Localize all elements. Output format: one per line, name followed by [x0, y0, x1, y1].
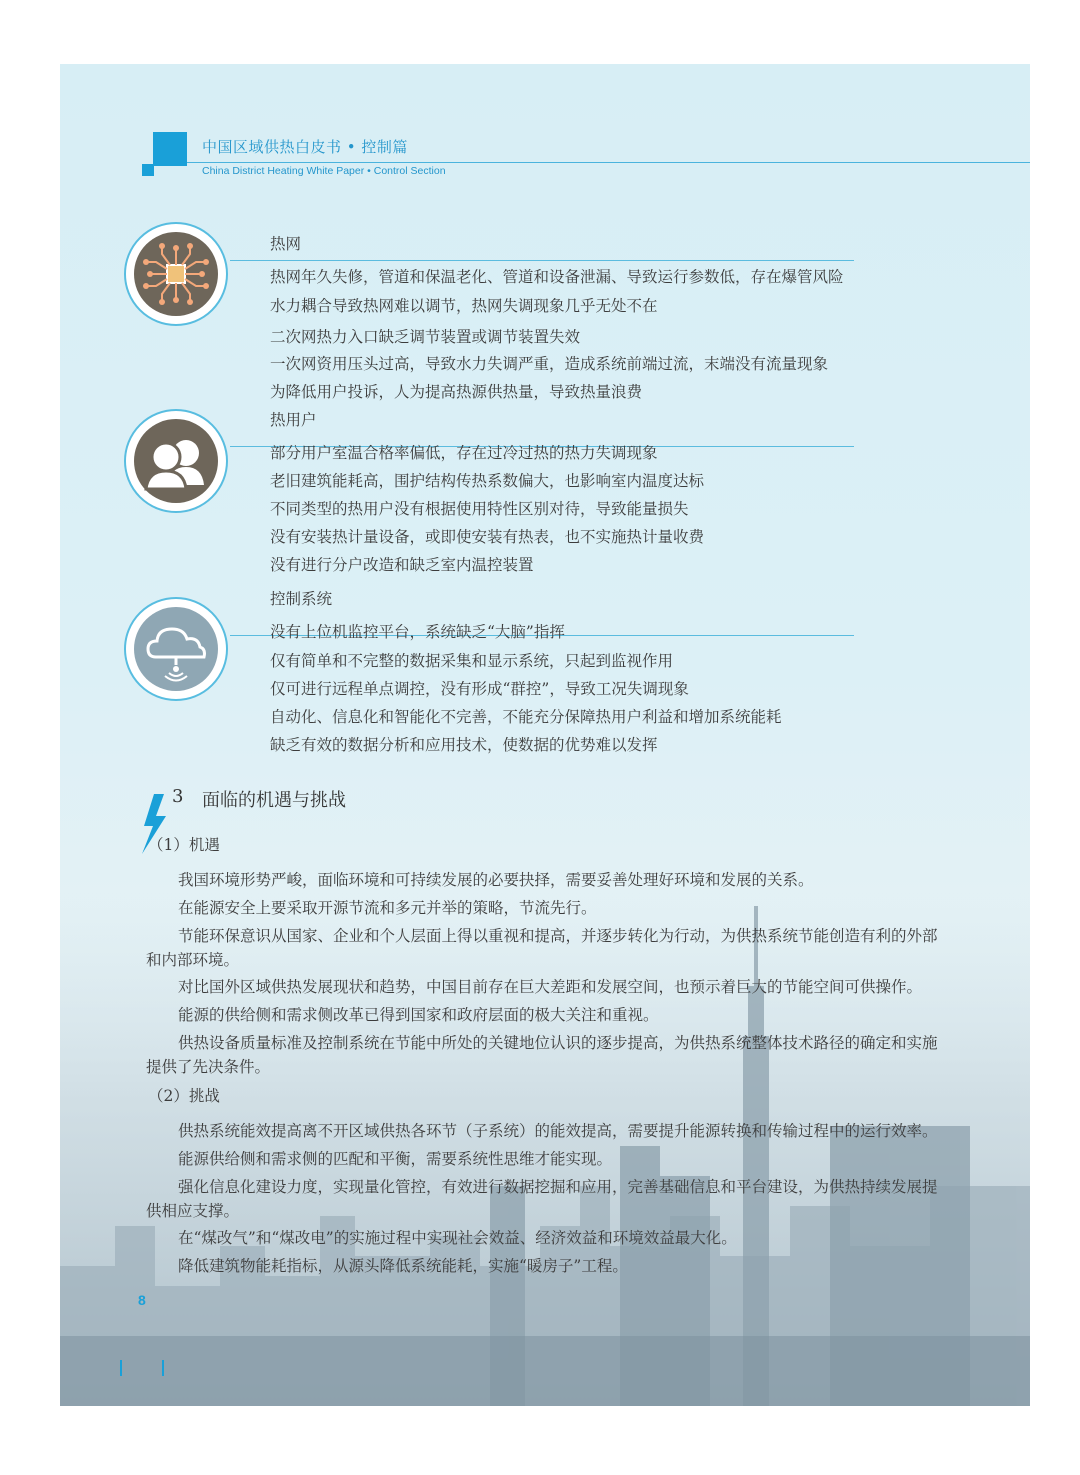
- users-item: 老旧建筑能耗高，围护结构传热系数偏大，也影响室内温度达标: [270, 472, 705, 490]
- challenge-label: （2）挑战: [148, 1087, 220, 1105]
- header-title-en: China District Heating White Paper • Control Section: [202, 165, 446, 177]
- challenge-para: 降低建筑物能耗指标，从源头降低系统能耗，实施“暖房子”工程。: [178, 1257, 628, 1275]
- header-accent-square: [153, 132, 187, 166]
- users-item: 没有进行分户改造和缺乏室内温控装置: [270, 556, 534, 574]
- users-item: 部分用户室温合格率偏低，存在过冷过热的热力失调现象: [270, 444, 658, 462]
- header-accent-small-square: [142, 164, 154, 176]
- users-icon: [134, 419, 218, 503]
- users-icon-ring: [124, 409, 228, 513]
- users-title: 热用户: [270, 411, 317, 429]
- opportunity-para: 在能源安全上要采取开源节流和多元并举的策略，节流先行。: [178, 899, 597, 917]
- control-item: 缺乏有效的数据分析和应用技术，使数据的优势难以发挥: [270, 736, 658, 754]
- network-item: 为降低用户投诉，人为提高热源供热量，导致热量浪费: [270, 383, 643, 401]
- control-item: 没有上位机监控平台，系统缺乏“大脑”指挥: [270, 623, 565, 641]
- network-item: 热网年久失修，管道和保温老化、管道和设备泄漏、导致运行参数低，存在爆管风险: [270, 268, 844, 286]
- heading-title: 面临的机遇与挑战: [202, 790, 346, 811]
- cloud-icon: [134, 607, 218, 691]
- challenge-para: 在“煤改气”和“煤改电”的实施过程中实现社会效益、经济效益和环境效益最大化。: [178, 1229, 737, 1247]
- network-item: 二次网热力入口缺乏调节装置或调节装置失效: [270, 328, 581, 346]
- page-number: 8: [138, 1292, 146, 1308]
- circuit-chip-icon: [134, 232, 218, 316]
- opportunity-para: 供热设备质量标准及控制系统在节能中所处的关键地位认识的逐步提高，为供热系统整体技术路径的确定和实施提供了先决条件。: [146, 1034, 938, 1076]
- header-title-cn: 中国区域供热白皮书 • 控制篇: [202, 138, 408, 156]
- network-item: 水力耦合导致热网难以调节，热网失调现象几乎无处不在: [270, 297, 658, 315]
- control-item: 仅可进行远程单点调控，没有形成“群控”，导致工况失调现象: [270, 680, 689, 698]
- users-item: 没有安装热计量设备，或即使安装有热表，也不实施热计量收费: [270, 528, 705, 546]
- challenge-para: 能源供给侧和需求侧的匹配和平衡，需要系统性思维才能实现。: [178, 1150, 613, 1168]
- opportunity-para: 对比国外区域供热发展现状和趋势，中国目前存在巨大差距和发展空间，也预示着巨大的节能空间可供操作。: [178, 978, 923, 996]
- control-item: 自动化、信息化和智能化不完善，不能充分保障热用户利益和增加系统能耗: [270, 708, 782, 726]
- network-icon-ring: [124, 222, 228, 326]
- footer-tick: [120, 1360, 122, 1376]
- control-icon-ring: [124, 597, 228, 701]
- opportunity-para: 能源的供给侧和需求侧改革已得到国家和政府层面的极大关注和重视。: [178, 1006, 659, 1024]
- page: [60, 64, 1030, 1406]
- challenge-para: 供热系统能效提高离不开区域供热各环节（子系统）的能效提高，需要提升能源转换和传输过程中的运行效率。: [178, 1122, 938, 1140]
- footer-tick: [162, 1360, 164, 1376]
- opportunity-para: 节能环保意识从国家、企业和个人层面上得以重视和提高，并逐步转化为行动，为供热系统节能创造有利的外部和内部环境。: [146, 927, 938, 969]
- users-item: 不同类型的热用户没有根据使用特性区别对待，导致能量损失: [270, 500, 689, 518]
- network-item: 一次网资用压头过高，导致水力失调严重，造成系统前端过流，末端没有流量现象: [270, 355, 829, 373]
- network-section-rule: [230, 260, 854, 261]
- opportunity-para: 我国环境形势严峻，面临环境和可持续发展的必要抉择，需要妥善处理好环境和发展的关系。: [178, 871, 814, 889]
- control-item: 仅有简单和不完整的数据采集和显示系统，只起到监视作用: [270, 652, 674, 670]
- heading-number: 3: [172, 786, 184, 807]
- challenge-para: 强化信息化建设力度，实现量化管控，有效进行数据挖掘和应用，完善基础信息和平台建设，为供热持续发展提供相应支撑。: [146, 1178, 938, 1220]
- control-title: 控制系统: [270, 590, 333, 608]
- opportunity-label: （1）机遇: [148, 836, 220, 854]
- header-rule: [187, 162, 1030, 163]
- network-title: 热网: [270, 235, 302, 253]
